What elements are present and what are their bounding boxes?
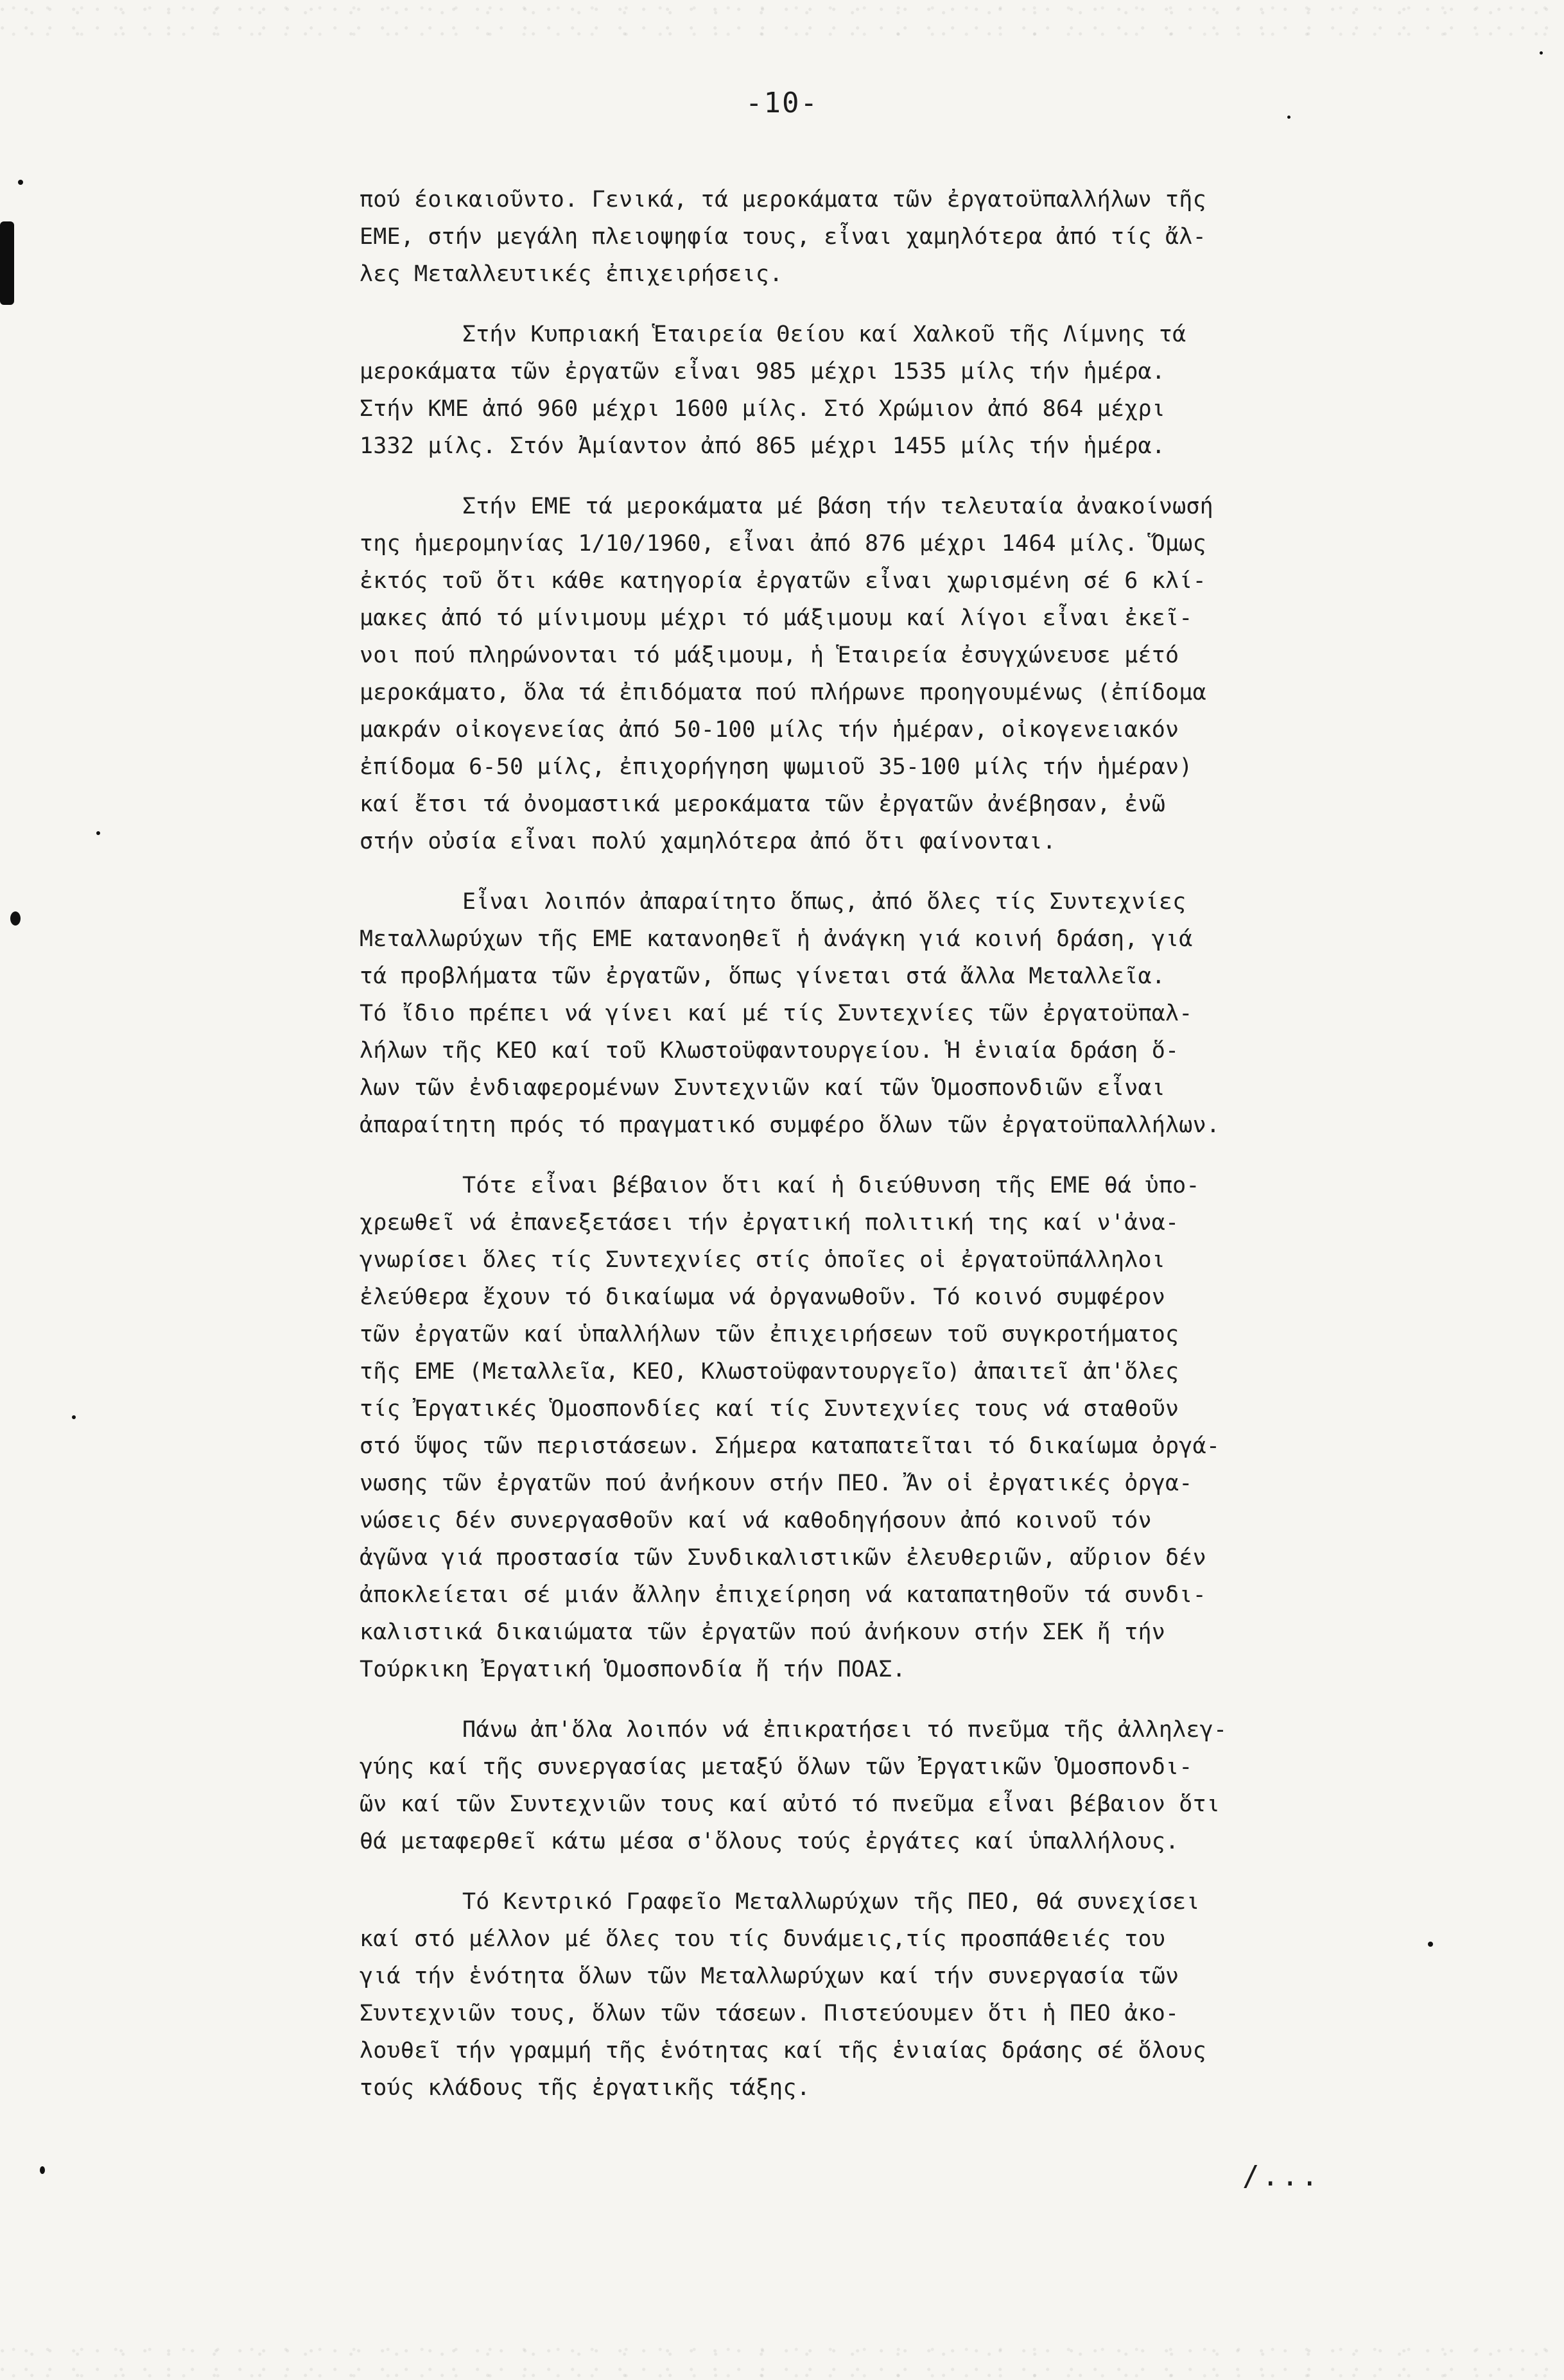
text-line: Πάνω ἀπ'ὅλα λοιπόν νά ἐπικρατήσει τό πνεῦμα τῆς ἀλληλεγ-: [462, 1717, 1228, 1743]
scan-speck: [1428, 1942, 1433, 1947]
top-scan-noise: [0, 0, 1564, 39]
text-line: γνωρίσει ὅλες τίς Συντεχνίες στίς ὁποῖες οἱ ἐργατοϋπάλληλοι: [360, 1247, 1166, 1273]
scan-speck: [40, 2166, 45, 2174]
text-line: λήλων τῆς ΚΕΟ καί τοῦ Κλωστοϋφαντουργείου. Ἡ ἑνιαία δράση ὅ-: [360, 1038, 1179, 1064]
text-line: καλιστικά δικαιώματα τῶν ἐργατῶν πού ἀνήκουν στήν ΣΕΚ ἤ τήν: [360, 1619, 1166, 1645]
text-line: τίς Ἐργατικές Ὁμοσπονδίες καί τίς Συντεχνίες τους νά σταθοῦν: [360, 1396, 1179, 1422]
text-line: ἐκτός τοῦ ὅτι κάθε κατηγορία ἐργατῶν εἶναι χωρισμένη σέ 6 κλί-: [360, 568, 1206, 594]
text-line: Εἶναι λοιπόν ἀπαραίτητο ὅπως, ἀπό ὅλες τίς Συντεχνίες: [462, 889, 1186, 915]
scan-speck: [18, 180, 23, 185]
text-line: λων τῶν ἐνδιαφερομένων Συντεχνιῶν καί τῶν Ὁμοσπονδιῶν εἶναι: [360, 1075, 1166, 1101]
text-line: Στήν Κυπριακή Ἑταιρεία Θείου καί Χαλκοῦ τῆς Λίμνης τά: [462, 322, 1186, 347]
text-line: Τό ἴδιο πρέπει νά γίνει καί μέ τίς Συντεχνίες τῶν ἐργατοϋπαλ-: [360, 1001, 1193, 1026]
text-line: τά προβλήματα τῶν ἐργατῶν, ὅπως γίνεται στά ἄλλα Μεταλλεῖα.: [360, 963, 1166, 989]
scan-speck: [96, 831, 100, 835]
text-line: τούς κλάδους τῆς ἐργατικῆς τάξης.: [360, 2075, 810, 2101]
text-line: νοι πού πληρώνονται τό μάξιμουμ, ἡ Ἑταιρεία ἐσυγχώνευσε μέτό: [360, 642, 1179, 668]
text-line: καί ἔτσι τά ὀνομαστικά μεροκάματα τῶν ἐργατῶν ἀνέβησαν, ἐνῶ: [360, 791, 1166, 817]
text-line: ἀποκλείεται σέ μιάν ἄλλην ἐπιχείρηση νά καταπατηθοῦν τά συνδι-: [360, 1582, 1206, 1608]
text-line: λες Μεταλλευτικές ἐπιχειρήσεις.: [360, 261, 783, 287]
paragraph: [360, 316, 1425, 465]
text-line: μεροκάματο, ὅλα τά ἐπιδόματα πού πλήρωνε προηγουμένως (ἐπίδομα: [360, 680, 1206, 705]
text-line: θά μεταφερθεῖ κάτω μέσα σ'ὅλους τούς ἐργάτες καί ὑπαλλήλους.: [360, 1829, 1179, 1854]
text-line: Μεταλλωρύχων τῆς ΕΜΕ κατανοηθεῖ ἡ ἀνάγκη γιά κοινή δράση, γιά: [360, 926, 1193, 952]
paragraph: [360, 181, 1425, 293]
text-line: ἐλεύθερα ἔχουν τό δικαίωμα νά ὀργανωθοῦν. Τό κοινό συμφέρον: [360, 1284, 1166, 1310]
text-line: 1332 μίλς. Στόν Ἀμίαντον ἀπό 865 μέχρι 1455 μίλς τήν ἡμέρα.: [360, 433, 1166, 459]
text-line: Τό Κεντρικό Γραφεῖο Μεταλλωρύχων τῆς ΠΕΟ, θά συνεχίσει: [462, 1889, 1200, 1915]
text-line: μεροκάματα τῶν ἐργατῶν εἶναι 985 μέχρι 1535 μίλς τήν ἡμέρα.: [360, 359, 1166, 384]
text-line: Τότε εἶναι βέβαιον ὅτι καί ἡ διεύθυνση τῆς ΕΜΕ θά ὑπο-: [462, 1173, 1200, 1198]
text-line: στήν οὐσία εἶναι πολύ χαμηλότερα ἀπό ὅτι φαίνονται.: [360, 829, 1056, 854]
text-line: γύης καί τῆς συνεργασίας μεταξύ ὅλων τῶν Ἐργατικῶν Ὁμοσπονδι-: [360, 1754, 1193, 1780]
text-line: νώσεις δέν συνεργασθοῦν καί νά καθοδηγήσουν ἀπό κοινοῦ τόν: [360, 1508, 1152, 1533]
text-line: τῶν ἐργατῶν καί ὑπαλλήλων τῶν ἐπιχειρήσεων τοῦ συγκροτήματος: [360, 1322, 1179, 1347]
scan-speck: [1540, 51, 1543, 55]
text-line: γιά τήν ἑνότητα ὅλων τῶν Μεταλλωρύχων καί τήν συνεργασία τῶν: [360, 1963, 1179, 1989]
paragraph: [360, 1167, 1425, 1688]
document-body: [360, 181, 1425, 2130]
scan-artifact-left-bar: [0, 221, 14, 305]
paragraph: [360, 488, 1425, 860]
bottom-scan-noise: [0, 2341, 1564, 2380]
text-line: ῶν καί τῶν Συντεχνιῶν τους καί αὐτό τό πνεῦμα εἶναι βέβαιον ὅτι: [360, 1791, 1221, 1817]
page-number: -10-: [745, 87, 819, 119]
text-line: Τούρκικη Ἐργατική Ὁμοσπονδία ἤ τήν ΠΟΑΣ.: [360, 1657, 906, 1682]
scan-speck: [72, 1415, 76, 1419]
paragraph: [360, 883, 1425, 1144]
text-line: ἐπίδομα 6-50 μίλς, ἐπιχορήγηση ψωμιοῦ 35-100 μίλς τήν ἡμέραν): [360, 754, 1193, 780]
text-line: λουθεῖ τήν γραμμή τῆς ἑνότητας καί τῆς ἑνιαίας δράσης σέ ὅλους: [360, 2038, 1206, 2064]
text-line: ἀγῶνα γιά προστασία τῶν Συνδικαλιστικῶν ἐλευθεριῶν, αὔριον δέν: [360, 1545, 1206, 1571]
text-line: καί στό μέλλον μέ ὅλες του τίς δυνάμεις,τίς προσπάθειές του: [360, 1926, 1166, 1952]
text-line: της ἡμερομηνίας 1/10/1960, εἶναι ἀπό 876 μέχρι 1464 μίλς. Ὅμως: [360, 531, 1206, 556]
text-line: πού έοικαιοῦντο. Γενικά, τά μεροκάματα τῶν ἐργατοϋπαλλήλων τῆς: [360, 187, 1206, 212]
text-line: Στήν ΚΜΕ ἀπό 960 μέχρι 1600 μίλς. Στό Χρώμιον ἀπό 864 μέχρι: [360, 396, 1166, 422]
text-line: χρεωθεῖ νά ἐπανεξετάσει τήν ἐργατική πολιτική της καί ν'ἀνα-: [360, 1210, 1179, 1236]
text-line: ἀπαραίτητη πρός τό πραγματικό συμφέρο ὅλων τῶν ἐργατοϋπαλλήλων.: [360, 1112, 1221, 1138]
continuation-mark: /...: [1242, 2160, 1321, 2193]
scan-speck: [10, 911, 21, 926]
text-line: Συντεχνιῶν τους, ὅλων τῶν τάσεων. Πιστεύουμεν ὅτι ἡ ΠΕΟ ἀκο-: [360, 2001, 1179, 2026]
text-line: μακράν οἰκογενείας ἀπό 50-100 μίλς τήν ἡμέραν, οἰκογενειακόν: [360, 717, 1179, 743]
text-line: μακες ἀπό τό μίνιμουμ μέχρι τό μάξιμουμ καί λίγοι εἶναι ἐκεῖ-: [360, 605, 1193, 631]
paragraph: [360, 1883, 1425, 2107]
text-line: ΕΜΕ, στήν μεγάλη πλειοψηφία τους, εἶναι χαμηλότερα ἀπό τίς ἄλ-: [360, 224, 1206, 250]
text-line: Στήν ΕΜΕ τά μεροκάματα μέ βάση τήν τελευταία ἀνακοίνωσή: [462, 494, 1213, 519]
text-line: νωσης τῶν ἐργατῶν πού ἀνήκουν στήν ΠΕΟ. Ἄν οἱ ἐργατικές ὀργα-: [360, 1470, 1193, 1496]
paragraph: [360, 1711, 1425, 1860]
text-line: τῆς ΕΜΕ (Μεταλλεῖα, ΚΕΟ, Κλωστοϋφαντουργεῖο) ἀπαιτεῖ ἀπ'ὅλες: [360, 1359, 1179, 1384]
text-line: στό ὕψος τῶν περιστάσεων. Σήμερα καταπατεῖται τό δικαίωμα ὀργά-: [360, 1433, 1221, 1459]
